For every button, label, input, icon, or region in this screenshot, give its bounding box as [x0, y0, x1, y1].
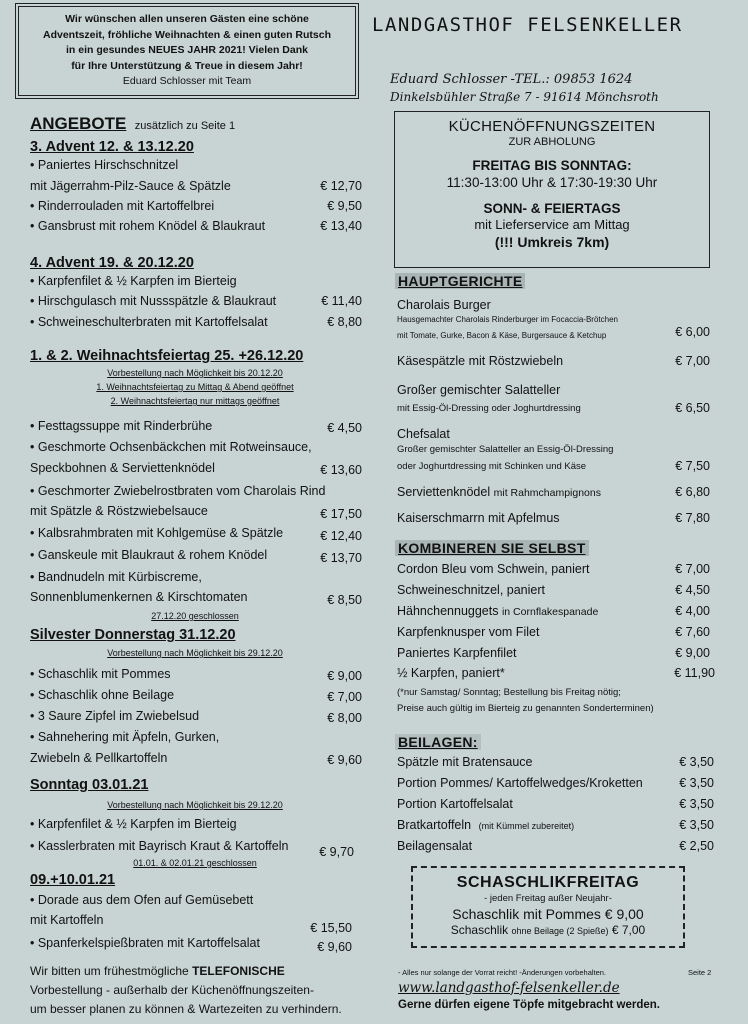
preorder-note [30, 962, 342, 1019]
menu-item: • Gansbrust mit rohem Knödel & Blaukraut [30, 219, 266, 233]
menu-item: • Kalbsrahmbraten mit Kohlgemüse & Spätzle [30, 526, 284, 540]
preorder-bold: TELEFONISCHE [192, 964, 285, 978]
offers-title-row [30, 114, 235, 134]
sunday-header: Sonntag 03.01.21 [30, 777, 149, 793]
schaschlik-line2-text: Schaschlik [450, 923, 509, 937]
website-link[interactable]: www.landgasthof-felsenkeller.de [398, 980, 620, 996]
menu-price: € 12,40 [320, 529, 362, 543]
menu-item: Spätzle mit Bratensauce [397, 755, 533, 769]
hours-radius: (!!! Umkreis 7km) [494, 234, 610, 250]
menu-price: € 6,80 [675, 485, 710, 499]
menu-price: € 8,50 [327, 593, 362, 607]
greeting-line: für Ihre Unterstützung & Treue in diesem Jahr! [71, 59, 303, 72]
menu-item: • 3 Saure Zipfel im Zwiebelsud [30, 709, 200, 723]
menu-item-suffix: in Cornflakespanade [501, 606, 599, 618]
brand-address: Dinkelsbühler Straße 7 - 91614 Mönchsroth [390, 90, 659, 104]
hours-title: KÜCHENÖFFNUNGSZEITEN [448, 118, 656, 135]
combine-title: KOMBINEREN SIE SELBST [395, 540, 589, 556]
advent3-header: 3. Advent 12. & 13.12.20 [30, 139, 194, 155]
greeting-line: Adventszeit, fröhliche Weihnachten & einen guten Rutsch [42, 28, 331, 41]
menu-item-name: Hähnchennuggets [397, 604, 499, 618]
menu-item [397, 604, 598, 618]
menu-price: € 15,50 [310, 921, 352, 935]
menu-item: Sonnenblumenkernen & Kirschtomaten [30, 590, 248, 604]
menu-item: mit Spätzle & Röstzwiebelsauce [30, 504, 208, 518]
brand-contact: Eduard Schlosser -TEL.: 09853 1624 [390, 72, 633, 87]
menu-item: • Geschmorter Zwiebelrostbraten vom Charolais Rind [30, 484, 326, 498]
christmas-note: 2. Weihnachtsfeiertag nur mittags geöffnet [110, 396, 280, 406]
menu-item: • Kasslerbraten mit Bayrisch Kraut & Kartoffeln [30, 839, 289, 853]
hours-times: 11:30-13:00 Uhr & 17:30-19:30 Uhr [446, 175, 658, 190]
menu-price: € 9,00 [327, 669, 362, 683]
sides-title: BEILAGEN: [395, 734, 481, 750]
menu-item: • Festtagssuppe mit Rinderbrühe [30, 419, 213, 433]
hours-delivery: mit Lieferservice am Mittag [474, 217, 630, 232]
menu-item: mit Kartoffeln [30, 913, 104, 927]
menu-price: € 6,00 [675, 325, 710, 339]
menu-price: € 11,40 [321, 294, 362, 308]
menu-item: • Dorade aus dem Ofen auf Gemüsebett [30, 893, 254, 907]
menu-item: Speckbohnen & Serviettenknödel [30, 461, 215, 475]
menu-item: • Geschmorte Ochsenbäckchen mit Rotweinsauce, [30, 440, 312, 454]
menu-price: € 13,40 [320, 219, 362, 233]
menu-item: • Karpfenfilet & ½ Karpfen im Bierteig [30, 274, 237, 288]
hours-holiday: SONN- & FEIERTAGS [483, 201, 621, 216]
menu-item-suffix: (mit Kümmel zubereitet) [478, 821, 575, 831]
advent4-header: 4. Advent 19. & 20.12.20 [30, 255, 194, 271]
menu-price: € 13,60 [320, 463, 362, 477]
sunday-note: Vorbestellung nach Möglichkeit bis 29.12.20 [107, 800, 283, 810]
sunday-closed: 01.01. & 02.01.21 geschlossen [133, 858, 257, 868]
menu-item: Beilagensalat [397, 839, 473, 853]
menu-price: € 9,60 [317, 940, 352, 954]
schaschlik-line2 [413, 923, 683, 937]
pots-note: Gerne dürfen eigene Töpfe mitgebracht werden. [398, 999, 660, 1011]
menu-item: ½ Karpfen, paniert* [397, 666, 505, 680]
menu-item: • Sahnehering mit Äpfeln, Gurken, [30, 730, 220, 744]
menu-item-desc: mit Essig-Öl-Dressing oder Joghurtdressing [397, 403, 581, 414]
offers-title: ANGEBOTE [30, 114, 127, 133]
schaschlik-box [411, 866, 685, 948]
menu-item: Cordon Bleu vom Schwein, paniert [397, 562, 590, 576]
menu-price: € 12,70 [320, 179, 362, 193]
preorder-line: Vorbestellung - außerhalb der Küchenöffnungszeiten- [30, 983, 314, 997]
menu-price: € 4,50 [675, 583, 710, 597]
menu-item: mit Jägerrahm-Pilz-Sauce & Spätzle [30, 179, 231, 193]
menu-item: • Rinderrouladen mit Kartoffelbrei [30, 199, 215, 213]
menu-item: Großer gemischter Salatteller [397, 383, 561, 397]
christmas-note: 1. Weihnachtsfeiertag zu Mittag & Abend geöffnet [96, 382, 294, 392]
menu-price: € 3,50 [679, 755, 714, 769]
menu-price: € 4,50 [327, 421, 362, 435]
menu-item [397, 818, 574, 832]
menu-price: € 9,00 [675, 646, 710, 660]
main-dishes-title: HAUPTGERICHTE [395, 273, 525, 289]
greeting-line: Wir wünschen allen unseren Gästen eine schöne [65, 13, 309, 25]
menu-price: € 4,00 [675, 604, 710, 618]
christmas-closed: 27.12.20 geschlossen [151, 611, 239, 621]
menu-item-suffix: mit Rahmchampignons [493, 487, 601, 499]
menu-price: € 11,90 [674, 666, 715, 680]
menu-item: • Karpfenfilet & ½ Karpfen im Bierteig [30, 817, 237, 831]
menu-price: € 7,60 [675, 625, 710, 639]
menu-item-desc: mit Tomate, Gurke, Bacon & Käse, Burgersauce & Ketchup [397, 331, 607, 340]
greeting-box [18, 6, 356, 96]
greeting-signature: Eduard Schlosser mit Team [122, 75, 252, 87]
offers-title-suffix: zusätzlich zu Seite 1 [134, 120, 236, 132]
menu-item: Karpfenknusper vom Filet [397, 625, 540, 639]
menu-item: Käsespätzle mit Röstzwiebeln [397, 354, 564, 368]
christmas-header: 1. & 2. Weihnachtsfeiertag 25. +26.12.20 [30, 348, 304, 364]
menu-item: • Schaschlik ohne Beilage [30, 688, 175, 702]
menu-item: • Schaschlik mit Pommes [30, 667, 171, 681]
preorder-line [30, 962, 342, 981]
menu-item-desc: Großer gemischter Salatteller an Essig-Öl-Dressing [397, 444, 614, 455]
menu-item [397, 485, 601, 499]
schaschlik-line2-small: ohne Beilage (2 Spieße) [511, 926, 609, 936]
schaschlik-title: SCHASCHLIKFREITAG [456, 874, 640, 891]
disclaimer: - Alles nur solange der Vorrat reicht! -Änderungen vorbehalten. [398, 968, 607, 977]
schaschlik-line1: Schaschlik mit Pommes € 9,00 [452, 906, 644, 922]
menu-item: Schweineschnitzel, paniert [397, 583, 545, 597]
menu-price: € 9,70 [319, 845, 354, 859]
menu-price: € 17,50 [320, 507, 362, 521]
christmas-note: Vorbestellung nach Möglichkeit bis 20.12.20 [107, 368, 283, 378]
menu-price: € 3,50 [679, 818, 714, 832]
menu-item: Zwiebeln & Pellkartoffeln [30, 751, 168, 765]
schaschlik-line2-price: € 7,00 [611, 923, 646, 937]
menu-item: Kaiserschmarrn mit Apfelmus [397, 511, 560, 525]
hours-subtitle: ZUR ABHOLUNG [508, 136, 596, 148]
menu-price: € 6,50 [675, 401, 710, 415]
menu-item-desc: oder Joghurtdressing mit Schinken und Käse [397, 461, 587, 472]
menu-price: € 9,60 [327, 753, 362, 767]
menu-price: € 9,50 [327, 199, 362, 213]
opening-hours-box [394, 111, 710, 268]
preorder-text: Wir bitten um frühestmögliche [30, 964, 189, 978]
menu-item: Portion Kartoffelsalat [397, 797, 513, 811]
menu-price: € 7,00 [327, 690, 362, 704]
preorder-line: um besser planen zu können & Wartezeiten zu verhindern. [30, 1002, 342, 1016]
menu-price: € 8,80 [327, 315, 362, 329]
jan-header: 09.+10.01.21 [30, 872, 116, 888]
page-number: Seite 2 [688, 968, 712, 977]
greeting-line: in ein gesundes NEUES JAHR 2021! Vielen Dank [66, 44, 308, 56]
silvester-note: Vorbestellung nach Möglichkeit bis 29.12.20 [107, 648, 283, 658]
menu-item: • Paniertes Hirschschnitzel [30, 158, 179, 172]
menu-item: • Spanferkelspießbraten mit Kartoffelsalat [30, 936, 260, 950]
brand-name: LANDGASTHOF FELSENKELLER [372, 14, 683, 36]
menu-item: • Schweineschulterbraten mit Kartoffelsalat [30, 315, 268, 329]
menu-price: € 7,00 [675, 354, 710, 368]
menu-price: € 3,50 [679, 797, 714, 811]
menu-item-name: Serviettenknödel [397, 485, 491, 499]
combine-note: (*nur Samstag/ Sonntag; Bestellung bis Freitag nötig; [397, 687, 621, 698]
menu-item: Chefsalat [397, 427, 450, 441]
menu-price: € 13,70 [320, 551, 362, 565]
menu-item-desc: Hausgemachter Charolais Rinderburger im Focaccia-Brötchen [397, 315, 618, 324]
menu-price: € 2,50 [679, 839, 714, 853]
silvester-header: Silvester Donnerstag 31.12.20 [30, 627, 236, 643]
combine-note: Preise auch gültig im Bierteig zu genannten Sonderterminen) [397, 703, 654, 714]
menu-item: • Bandnudeln mit Kürbiscreme, [30, 570, 202, 584]
schaschlik-subtitle: - jeden Freitag außer Neujahr- [484, 893, 612, 904]
menu-item: • Ganskeule mit Blaukraut & rohem Knödel [30, 548, 268, 562]
menu-item: Portion Pommes/ Kartoffelwedges/Kroketten [397, 776, 643, 790]
hours-days: FREITAG BIS SONNTAG: [472, 158, 632, 173]
menu-item: • Hirschgulasch mit Nussspätzle & Blaukraut [30, 294, 277, 308]
menu-item: Paniertes Karpfenfilet [397, 646, 517, 660]
menu-price: € 7,00 [675, 562, 710, 576]
menu-price: € 7,80 [675, 511, 710, 525]
menu-price: € 3,50 [679, 776, 714, 790]
menu-price: € 8,00 [327, 711, 362, 725]
menu-item-name: Bratkartoffeln [397, 818, 472, 832]
menu-item: Charolais Burger [397, 298, 491, 312]
menu-price: € 7,50 [675, 459, 710, 473]
